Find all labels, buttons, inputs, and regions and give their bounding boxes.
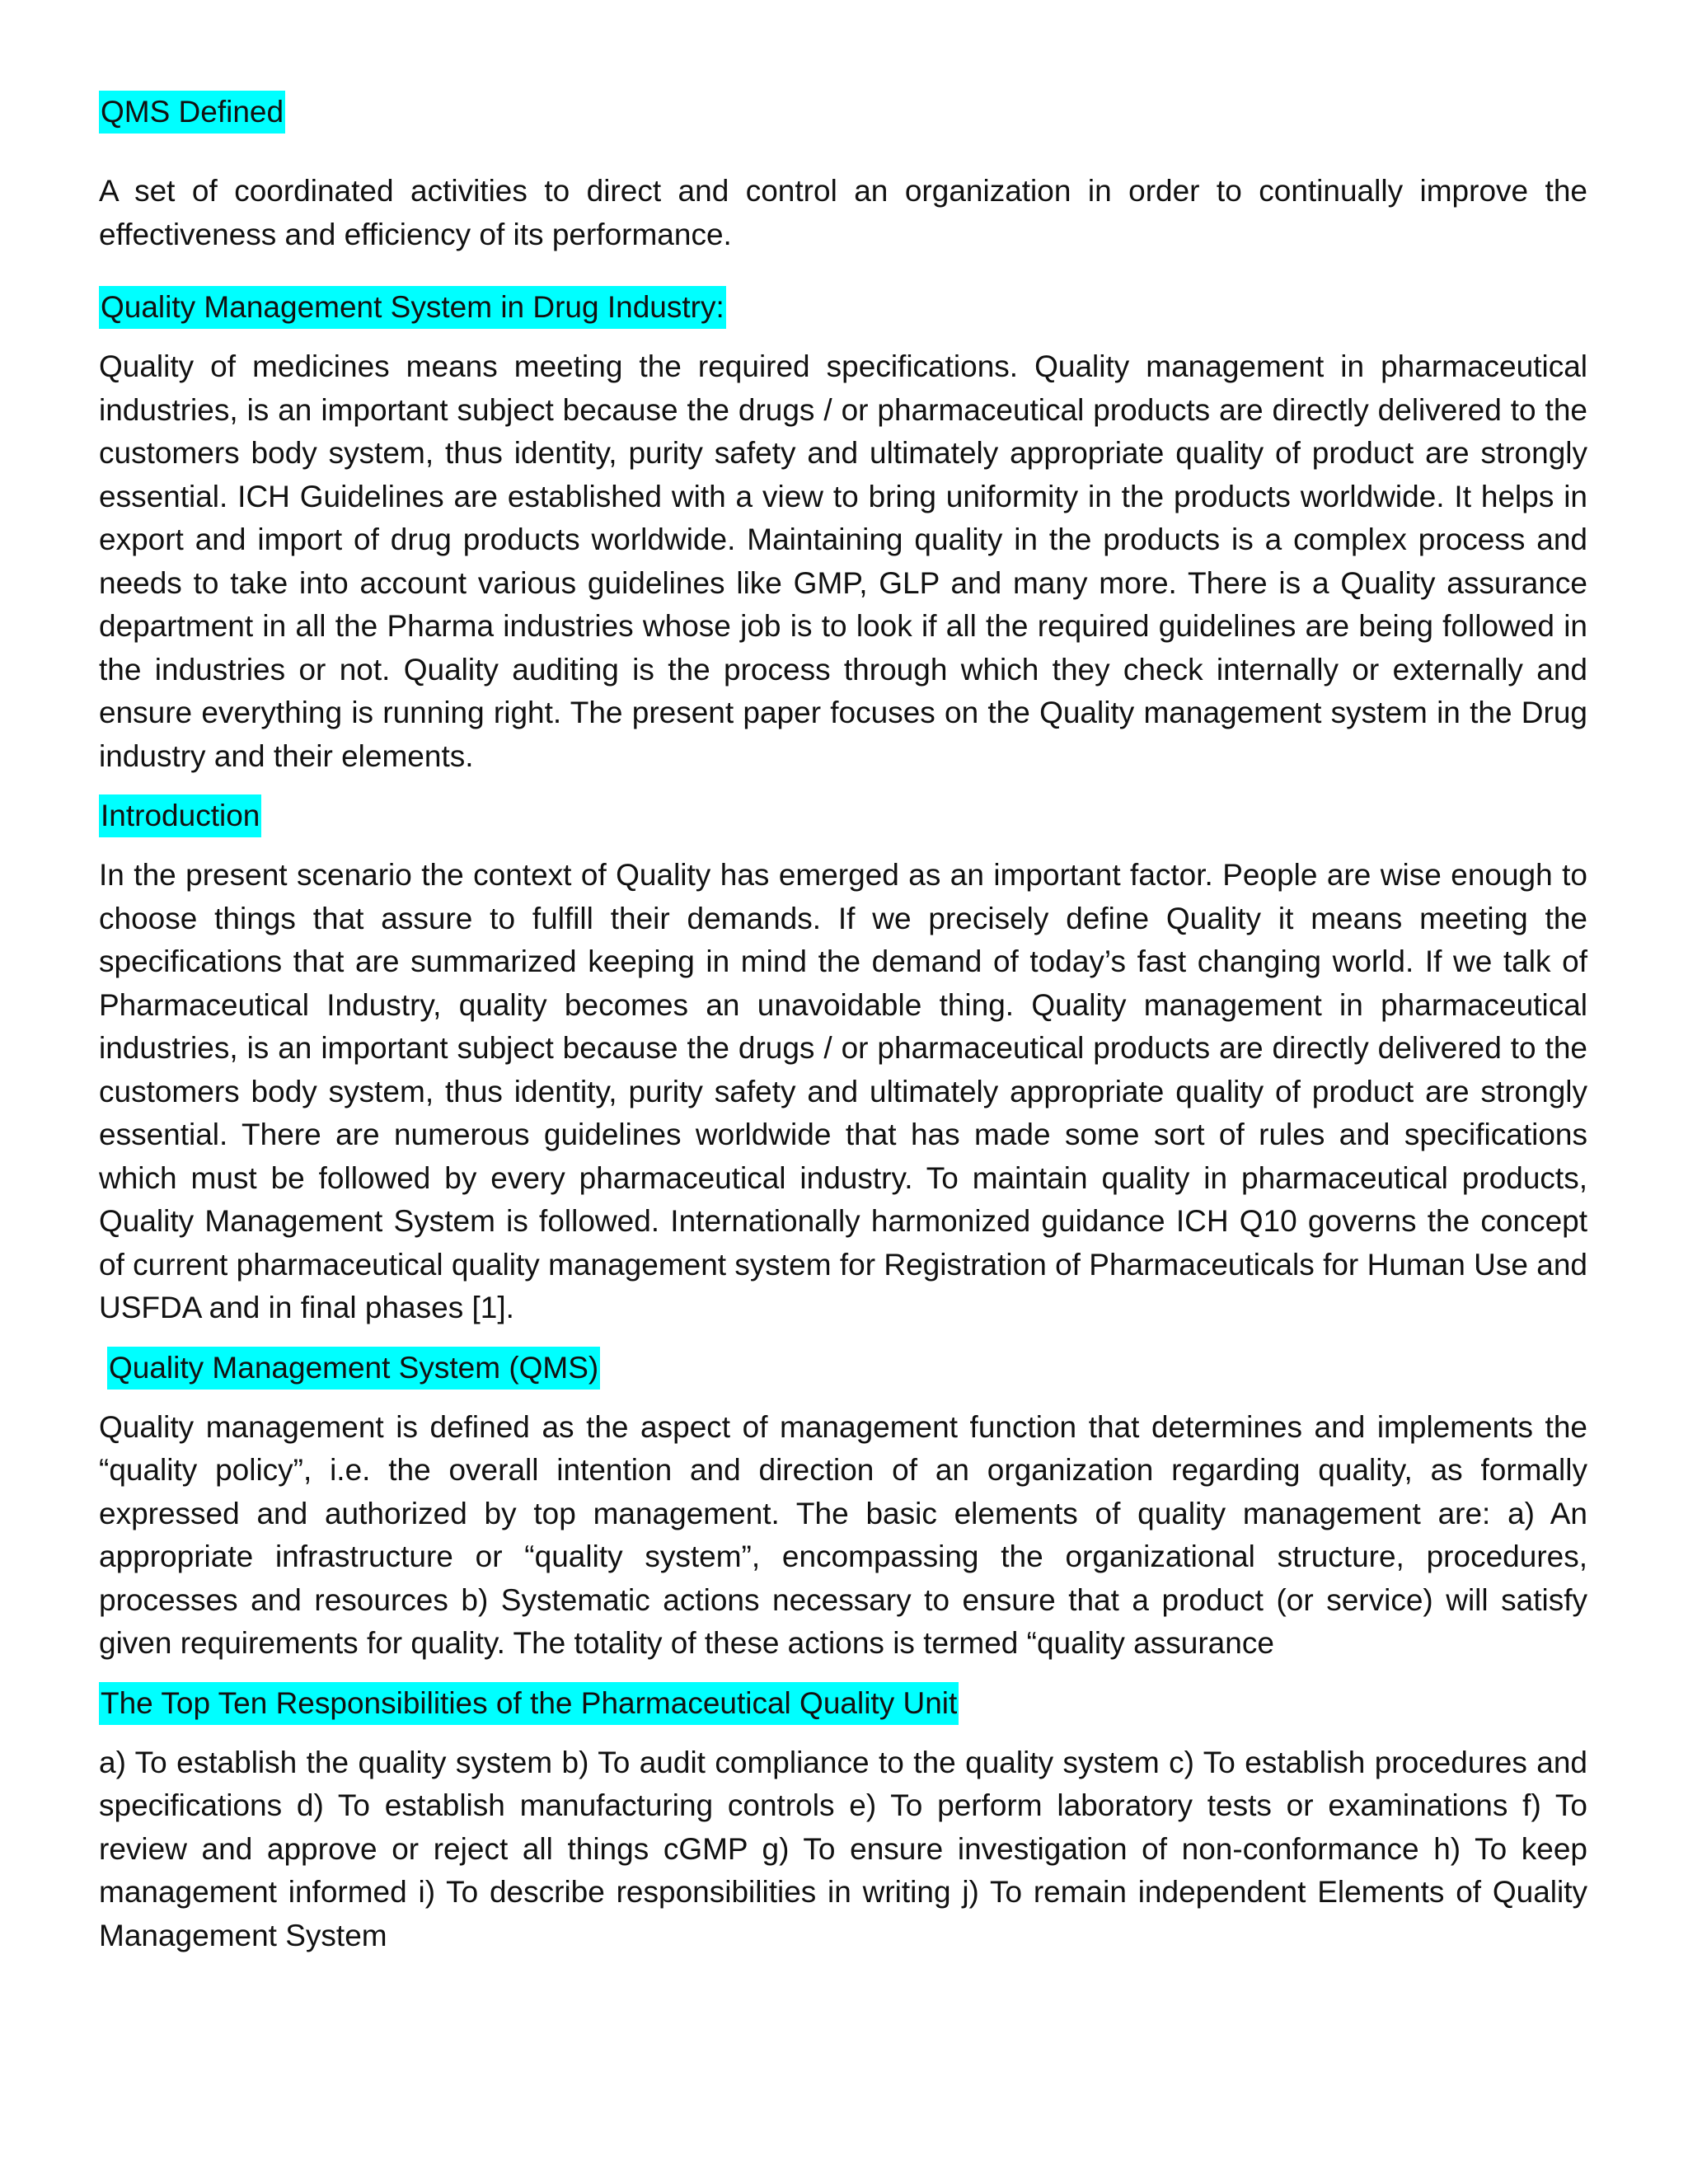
section-qms-defined bbox=[99, 91, 1587, 256]
section-introduction bbox=[99, 794, 1587, 1330]
document-page bbox=[99, 91, 1587, 1957]
section-heading-qms: Quality Management System (QMS) bbox=[107, 1347, 600, 1390]
section-body-introduction: In the present scenario the context of Quality has emerged as an important factor. People are wise enough to choose things that assure to fulfill their demands. If we precisely define Quality it means meeting the specifications that are summarized keeping in mind the demand of today’s fast changing world. If we talk of Pharmaceutical Industry, quality becomes an unavoidable thing. Quality management in pharmaceutical industries, is an important subject because the drugs / or pharmaceutical products are directly delivered to the customers body system, thus identity, purity safety and ultimately appropriate quality of product are strongly essential. There are numerous guidelines worldwide that has made some sort of rules and specifications which must be followed by every pharmaceutical industry. To maintain quality in pharmaceutical products, Quality Management System is followed. Internationally harmonized guidance ICH Q10 governs the concept of current pharmaceutical quality management system for Registration of Pharmaceuticals for Human Use and USFDA and in final phases [1]. bbox=[99, 858, 1587, 1324]
section-qms-drug-industry bbox=[99, 286, 1587, 778]
section-heading-top-ten: The Top Ten Responsibilities of the Pharmaceutical Quality Unit bbox=[99, 1682, 959, 1725]
section-body-top-ten: a) To establish the quality system b) To audit compliance to the quality system c) To establish procedures and specifications d) To establish manufacturing controls e) To perform laboratory tests or examinations f) To review and approve or reject all things cGMP g) To ensure investigation of non-conformance h) To keep management informed i) To describe responsibilities in writing j) To remain independent Elements of Quality Management System bbox=[99, 1745, 1587, 1952]
section-heading-introduction: Introduction bbox=[99, 794, 261, 837]
section-qms bbox=[99, 1347, 1587, 1666]
section-body-qms-drug-industry: Quality of medicines means meeting the required specifications. Quality management in pharmaceutical industries, is an important subject because the drugs / or pharmaceutical products are directly delivered to the customers body system, thus identity, purity safety and ultimately appropriate quality of product are strongly essential. ICH Guidelines are established with a view to bring uniformity in the products worldwide. It helps in export and import of drug products worldwide. Maintaining quality in the products is a complex process and needs to take into account various guidelines like GMP, GLP and many more. There is a Quality assurance department in all the Pharma industries whose job is to look if all the required guidelines are being followed in the industries or not. Quality auditing is the process through which they check internally or externally and ensure everything is running right. The present paper focuses on the Quality management system in the Drug industry and their elements. bbox=[99, 349, 1587, 773]
section-body-qms-defined: A set of coordinated activities to direct and control an organization in order to continually improve the effectiveness and efficiency of its performance. bbox=[99, 174, 1587, 251]
section-body-qms: Quality management is defined as the aspect of management function that determines and implements the “quality policy”, i.e. the overall intention and direction of an organization regarding quality, as formally expressed and authorized by top management. The basic elements of quality management are: a) An appropriate infrastructure or “quality system”, encompassing the organizational structure, procedures, processes and resources b) Systematic actions necessary to ensure that a product (or service) will satisfy given requirements for quality. The totality of these actions is termed “quality assurance bbox=[99, 1409, 1587, 1660]
section-top-ten bbox=[99, 1682, 1587, 1958]
section-heading-qms-drug-industry: Quality Management System in Drug Industry: bbox=[99, 286, 726, 329]
section-heading-qms-defined: QMS Defined bbox=[99, 91, 285, 134]
